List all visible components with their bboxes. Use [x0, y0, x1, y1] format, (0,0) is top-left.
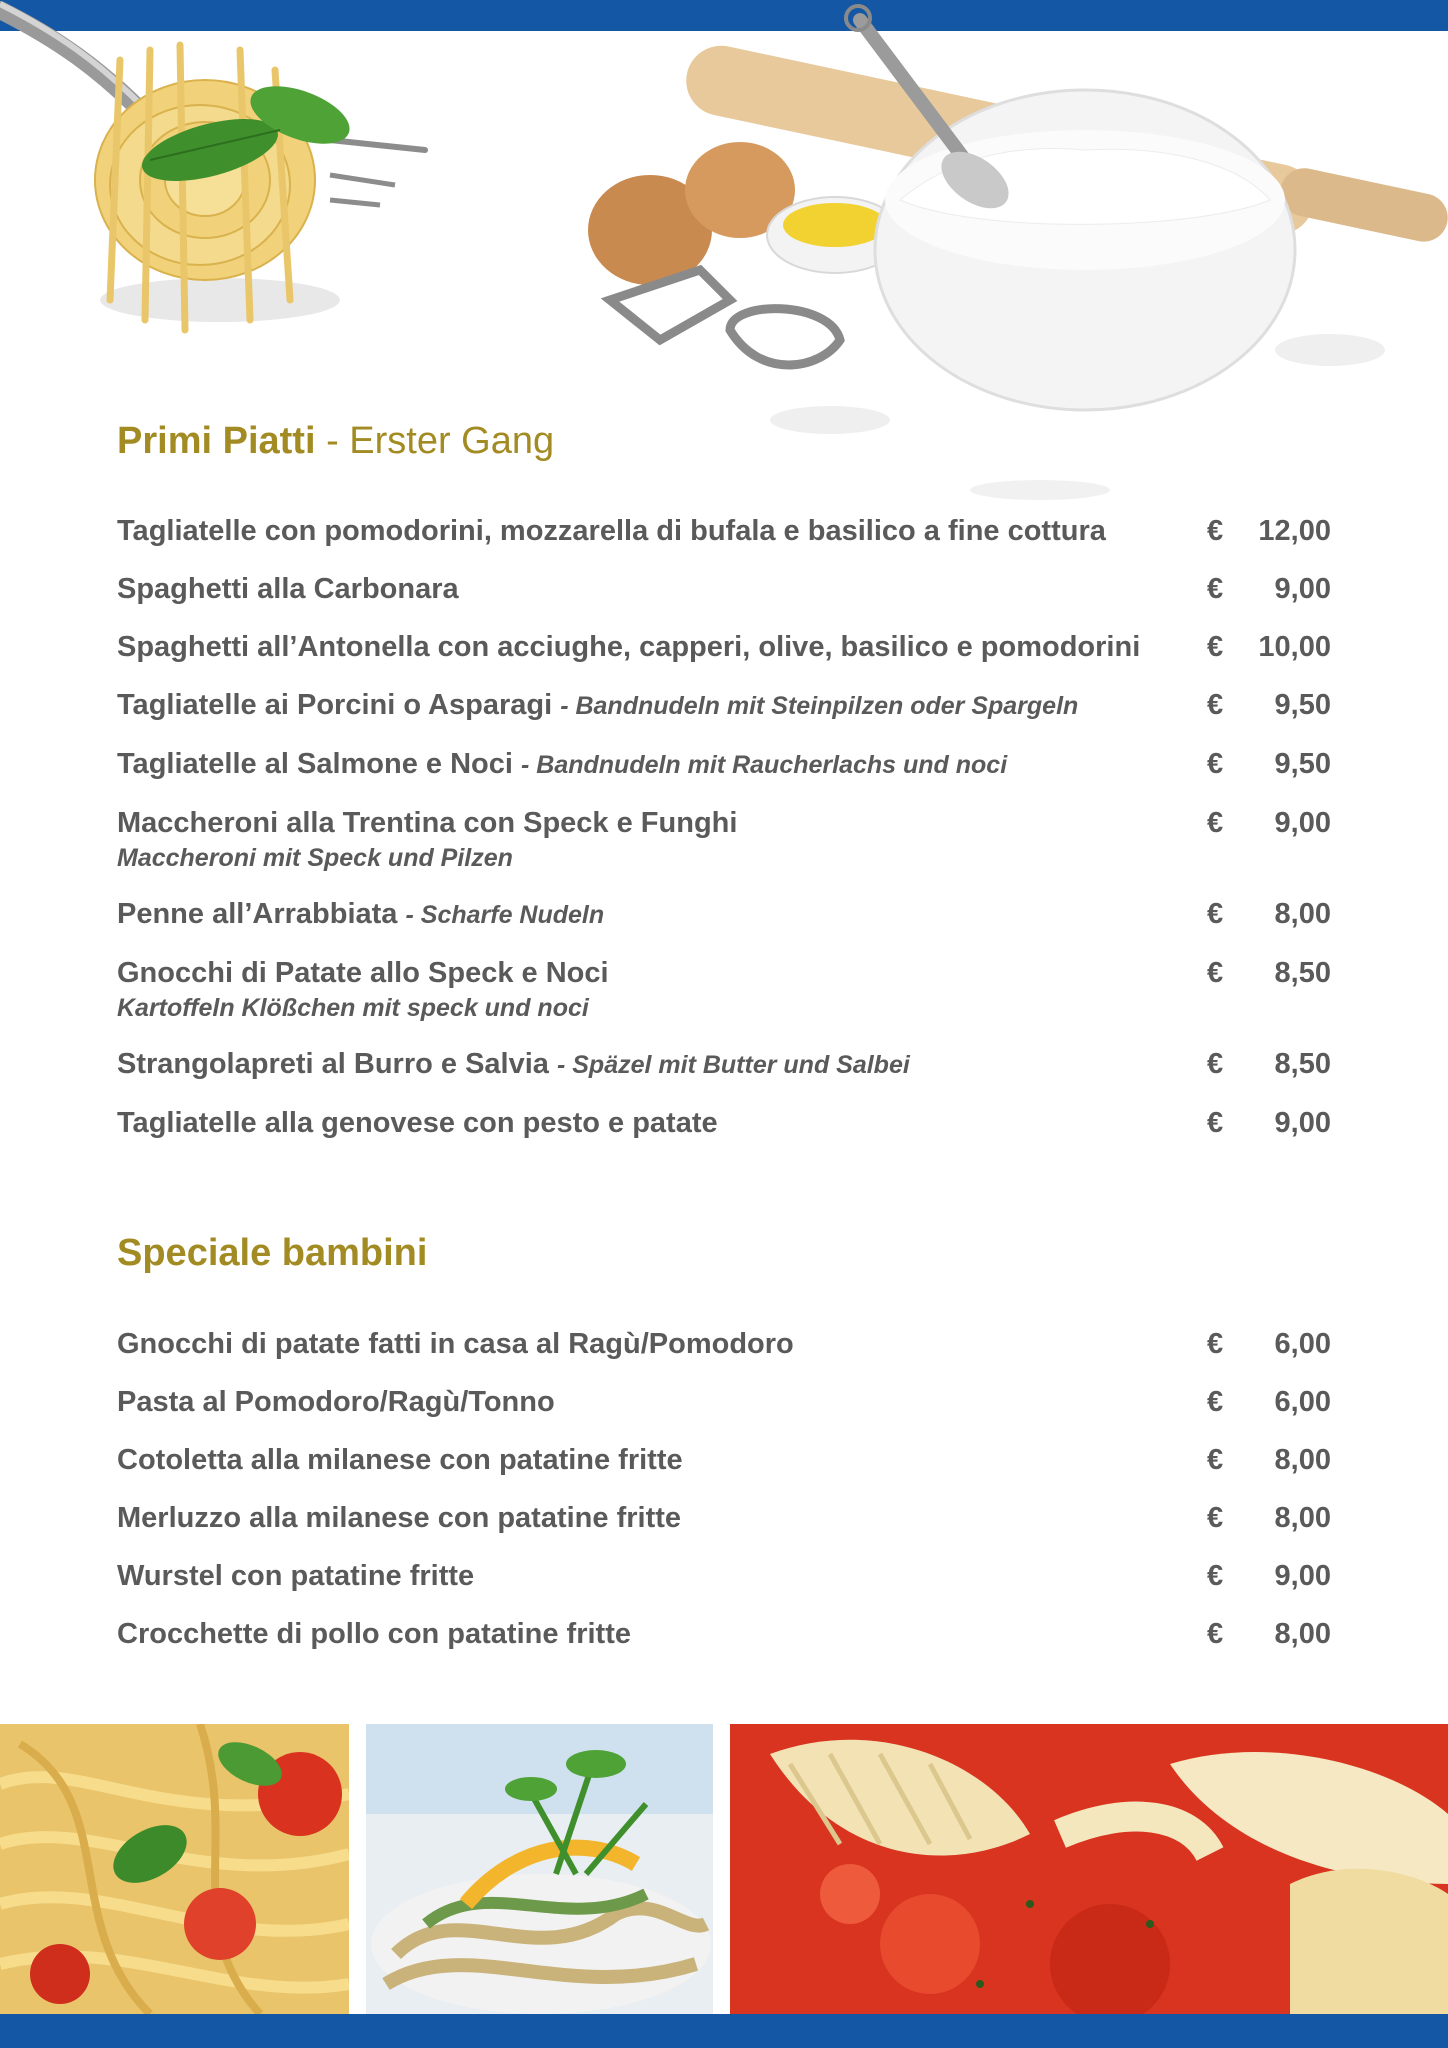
currency: € [1207, 1107, 1224, 1139]
menu-item [117, 1441, 1331, 1479]
dish-name [117, 1383, 1207, 1421]
dish-description: - Späzel mit Butter und Salbei [556, 1051, 910, 1079]
dish-name [117, 745, 1207, 784]
dish-name [117, 895, 1207, 934]
dish-name [117, 1557, 1207, 1595]
amount: 8,00 [1274, 1444, 1331, 1476]
dish-name [117, 686, 1207, 725]
dish-name [117, 1104, 1207, 1142]
dish-price [1207, 954, 1331, 992]
amount: 9,00 [1274, 1560, 1331, 1592]
dish-price [1207, 1383, 1331, 1421]
dish-price [1207, 1325, 1331, 1363]
dish-name [117, 1045, 1207, 1084]
tagliatelle-salad-photo [366, 1724, 713, 2014]
dish-name [117, 1499, 1207, 1537]
bottom-color-bar [0, 2014, 1448, 2048]
pasta-fork-illustration [0, 0, 440, 340]
dish-description: - Scharfe Nudeln [405, 901, 605, 929]
currency: € [1207, 898, 1224, 930]
amount: 8,00 [1274, 1502, 1331, 1534]
currency: € [1207, 1444, 1224, 1476]
amount: 9,00 [1274, 1107, 1331, 1139]
dish-price [1207, 804, 1331, 842]
conchiglie-tomato-sauce-photo [730, 1724, 1448, 2014]
photo-strip [0, 1724, 1448, 2014]
amount: 9,50 [1274, 689, 1331, 721]
dish-name [117, 570, 1207, 608]
menu-item [117, 895, 1331, 934]
dish-name [117, 1325, 1207, 1363]
currency: € [1207, 1386, 1224, 1418]
menu-item [117, 1104, 1331, 1142]
dish-price [1207, 570, 1331, 608]
dish-title: Merluzzo alla milanese con patatine fritte [117, 1502, 682, 1534]
currency: € [1207, 807, 1224, 839]
dish-title: Spaghetti alla Carbonara [117, 573, 459, 605]
dish-price [1207, 1499, 1331, 1537]
dish-title: Penne all’Arrabbiata [117, 898, 398, 930]
menu-item [117, 1615, 1331, 1653]
dish-description: Maccheroni mit Speck und Pilzen [117, 844, 513, 872]
menu-item [117, 1045, 1331, 1084]
currency: € [1207, 1560, 1224, 1592]
currency: € [1207, 631, 1224, 663]
dish-title: Tagliatelle al Salmone e Noci [117, 748, 513, 780]
dish-price [1207, 1615, 1331, 1653]
currency: € [1207, 1502, 1224, 1534]
amount: 6,00 [1274, 1386, 1331, 1418]
dish-price [1207, 628, 1331, 666]
baking-ingredients-illustration [580, 0, 1448, 510]
amount: 8,50 [1274, 957, 1331, 989]
dish-price [1207, 1441, 1331, 1479]
primi-title: Primi Piatti [117, 420, 316, 462]
currency: € [1207, 689, 1224, 721]
dish-name [117, 512, 1207, 550]
currency: € [1207, 957, 1224, 989]
dish-price [1207, 686, 1331, 724]
dish-title: Gnocchi di Patate allo Speck e Noci [117, 957, 609, 989]
currency: € [1207, 1048, 1224, 1080]
dish-price [1207, 1045, 1331, 1083]
amount: 8,50 [1274, 1048, 1331, 1080]
amount: 9,00 [1274, 807, 1331, 839]
dish-title: Tagliatelle ai Porcini o Asparagi [117, 689, 553, 721]
menu-item [117, 628, 1331, 666]
primi-menu-list [117, 512, 1331, 1162]
dish-title: Wurstel con patatine fritte [117, 1560, 475, 1592]
speciale-bambini-heading: Speciale bambini [117, 1232, 428, 1274]
dish-title: Tagliatelle alla genovese con pesto e patate [117, 1107, 718, 1139]
dish-title: Maccheroni alla Trentina con Speck e Funghi [117, 807, 738, 839]
dish-price [1207, 1557, 1331, 1595]
dish-description: Kartoffeln Klößchen mit speck und noci [117, 994, 589, 1022]
menu-item [117, 1499, 1331, 1537]
dish-name [117, 1615, 1207, 1653]
menu-item [117, 686, 1331, 725]
currency: € [1207, 573, 1224, 605]
amount: 10,00 [1258, 631, 1331, 663]
bambini-menu-list [117, 1325, 1331, 1673]
menu-item [117, 954, 1331, 1025]
currency: € [1207, 1618, 1224, 1650]
dish-price [1207, 895, 1331, 933]
dish-title: Gnocchi di patate fatti in casa al Ragù/Pomodoro [117, 1328, 794, 1360]
currency: € [1207, 515, 1224, 547]
dish-title: Tagliatelle con pomodorini, mozzarella di bufala e basilico a fine cottura [117, 515, 1106, 547]
menu-item [117, 745, 1331, 784]
menu-item [117, 512, 1331, 550]
menu-item [117, 1557, 1331, 1595]
dish-title: Cotoletta alla milanese con patatine fritte [117, 1444, 683, 1476]
amount: 9,00 [1274, 573, 1331, 605]
amount: 9,50 [1274, 748, 1331, 780]
dish-price [1207, 512, 1331, 550]
currency: € [1207, 1328, 1224, 1360]
primi-piatti-heading [117, 420, 554, 463]
dish-description: - Bandnudeln mit Raucherlachs und noci [521, 751, 1008, 779]
dish-price [1207, 745, 1331, 783]
dish-price [1207, 1104, 1331, 1142]
currency: € [1207, 748, 1224, 780]
dish-name [117, 954, 1207, 992]
dish-description: - Bandnudeln mit Steinpilzen oder Spargeln [560, 692, 1079, 720]
dish-name [117, 1441, 1207, 1479]
dish-title: Strangolapreti al Burro e Salvia [117, 1048, 549, 1080]
dish-title: Crocchette di pollo con patatine fritte [117, 1618, 631, 1650]
amount: 8,00 [1274, 1618, 1331, 1650]
menu-item [117, 570, 1331, 608]
dish-name [117, 804, 1207, 842]
dish-name [117, 628, 1207, 666]
dish-title: Pasta al Pomodoro/Ragù/Tonno [117, 1386, 555, 1418]
dish-title: Spaghetti all’Antonella con acciughe, capperi, olive, basilico e pomodorini [117, 631, 1141, 663]
menu-item [117, 804, 1331, 875]
menu-item [117, 1325, 1331, 1363]
amount: 8,00 [1274, 898, 1331, 930]
amount: 12,00 [1258, 515, 1331, 547]
spaghetti-tomato-photo [0, 1724, 349, 2014]
primi-subtitle: - Erster Gang [326, 420, 555, 462]
amount: 6,00 [1274, 1328, 1331, 1360]
menu-item [117, 1383, 1331, 1421]
